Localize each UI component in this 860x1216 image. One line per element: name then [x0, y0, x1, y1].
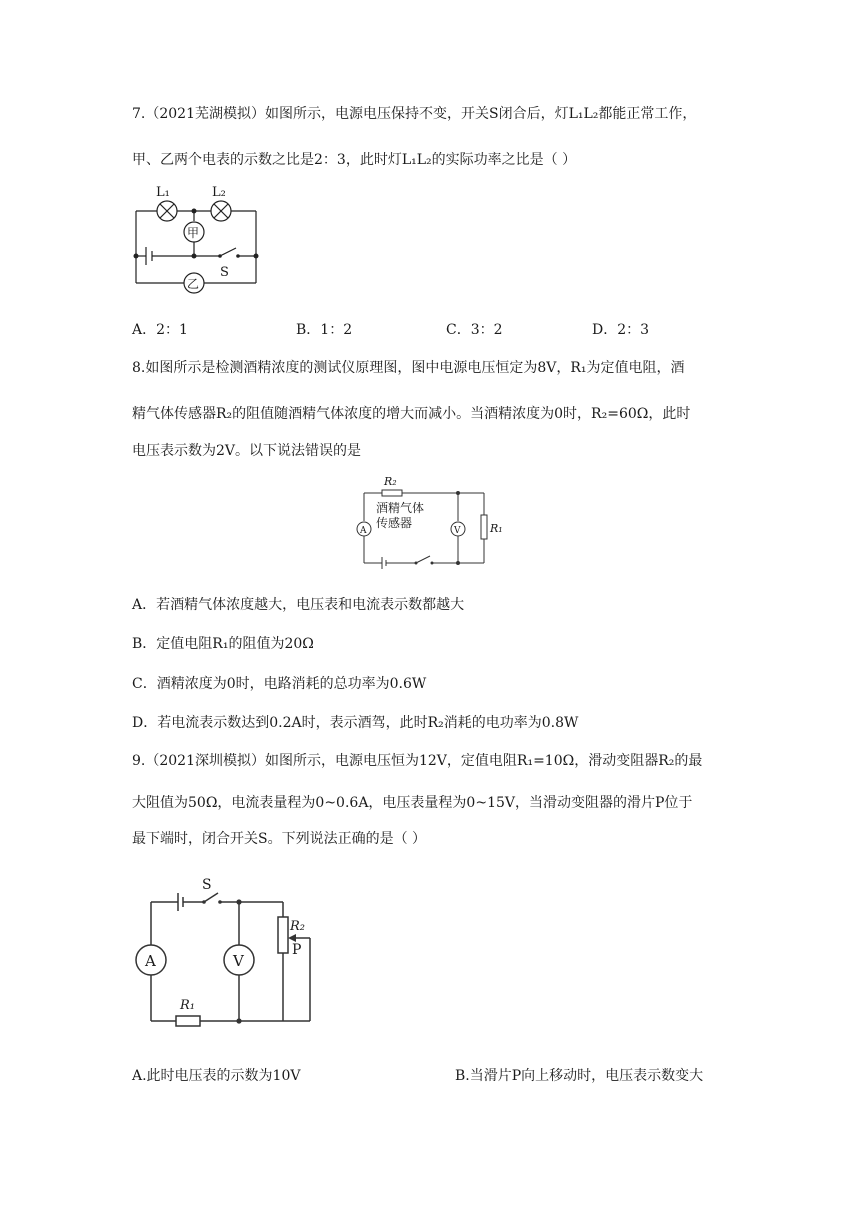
q7-circuit-diagram	[128, 183, 268, 293]
q8-ammeter-label: A	[360, 526, 367, 536]
q9-option-b: B.当滑片P向上移动时，电压表示数变大	[455, 1068, 704, 1084]
q7-option-b: B．1：2	[296, 322, 353, 338]
q9-ammeter-label: A	[145, 952, 156, 970]
q8-sensor-label-2: 传感器	[376, 516, 413, 530]
q9-line-1: 9.（2021深圳模拟）如图所示，电源电压恒为12V，定值电阻R₁=10Ω，滑动变阻器R₂的最	[132, 753, 703, 769]
q9-circuit-diagram	[132, 876, 322, 1026]
q9-switch-label: S	[202, 877, 212, 893]
q7-lamp2-label: L₂	[212, 185, 226, 200]
q7-line-2: 甲、乙两个电表的示数之比是2：3，此时灯L₁L₂的实际功率之比是（ ）	[132, 152, 577, 168]
q8-line-3: 电压表示数为2V。以下说法错误的是	[132, 443, 362, 459]
q7-lamp1-label: L₁	[156, 185, 170, 200]
q8-option-b: B．定值电阻R₁的阻值为20Ω	[132, 636, 314, 652]
q9-r2-label: R₂	[290, 919, 305, 934]
q9-r1-label: R₁	[180, 998, 195, 1013]
q8-r1-label: R₁	[490, 522, 503, 535]
q9-option-a: A.此时电压表的示数为10V	[132, 1068, 301, 1084]
q7-line-1: 7.（2021芜湖模拟）如图所示，电源电压保持不变，开关S闭合后，灯L₁L₂都能正常工作，	[132, 106, 697, 122]
q8-option-d: D．若电流表示数达到0.2A时，表示酒驾，此时R₂消耗的电功率为0.8W	[132, 715, 579, 731]
q9-voltmeter-label: V	[233, 952, 244, 970]
q7-meter-jia: 甲	[187, 226, 200, 240]
q8-option-c: C．酒精浓度为0时，电路消耗的总功率为0.6W	[132, 676, 427, 692]
q8-r2-label: R₂	[384, 475, 397, 488]
q8-circuit-diagram	[354, 474, 503, 584]
q8-sensor-label-1: 酒精气体	[376, 501, 425, 515]
q7-option-c: C．3：2	[446, 322, 503, 338]
q9-line-3: 最下端时，闭合开关S。下列说法正确的是（ ）	[132, 831, 427, 847]
q9-line-2: 大阻值为50Ω，电流表量程为0~0.6A，电压表量程为0~15V，当滑动变阻器的滑片P位于	[132, 795, 693, 811]
q7-option-a: A．2：1	[132, 322, 188, 338]
q9-slider-label: P	[292, 942, 302, 958]
q8-line-1: 8.如图所示是检测酒精浓度的测试仪原理图，图中电源电压恒定为8V，R₁为定值电阻，酒	[132, 360, 685, 376]
q8-option-a: A．若酒精气体浓度越大，电压表和电流表示数都越大	[132, 597, 465, 613]
q7-meter-yi: 乙	[187, 277, 200, 291]
q8-line-2: 精气体传感器R₂的阻值随酒精气体浓度的增大而减小。当酒精浓度为0时，R₂=60Ω，此时	[132, 406, 691, 422]
q7-switch-label: S	[220, 265, 229, 280]
q8-voltmeter-label: V	[454, 526, 461, 536]
q7-option-d: D．2：3	[592, 322, 650, 338]
